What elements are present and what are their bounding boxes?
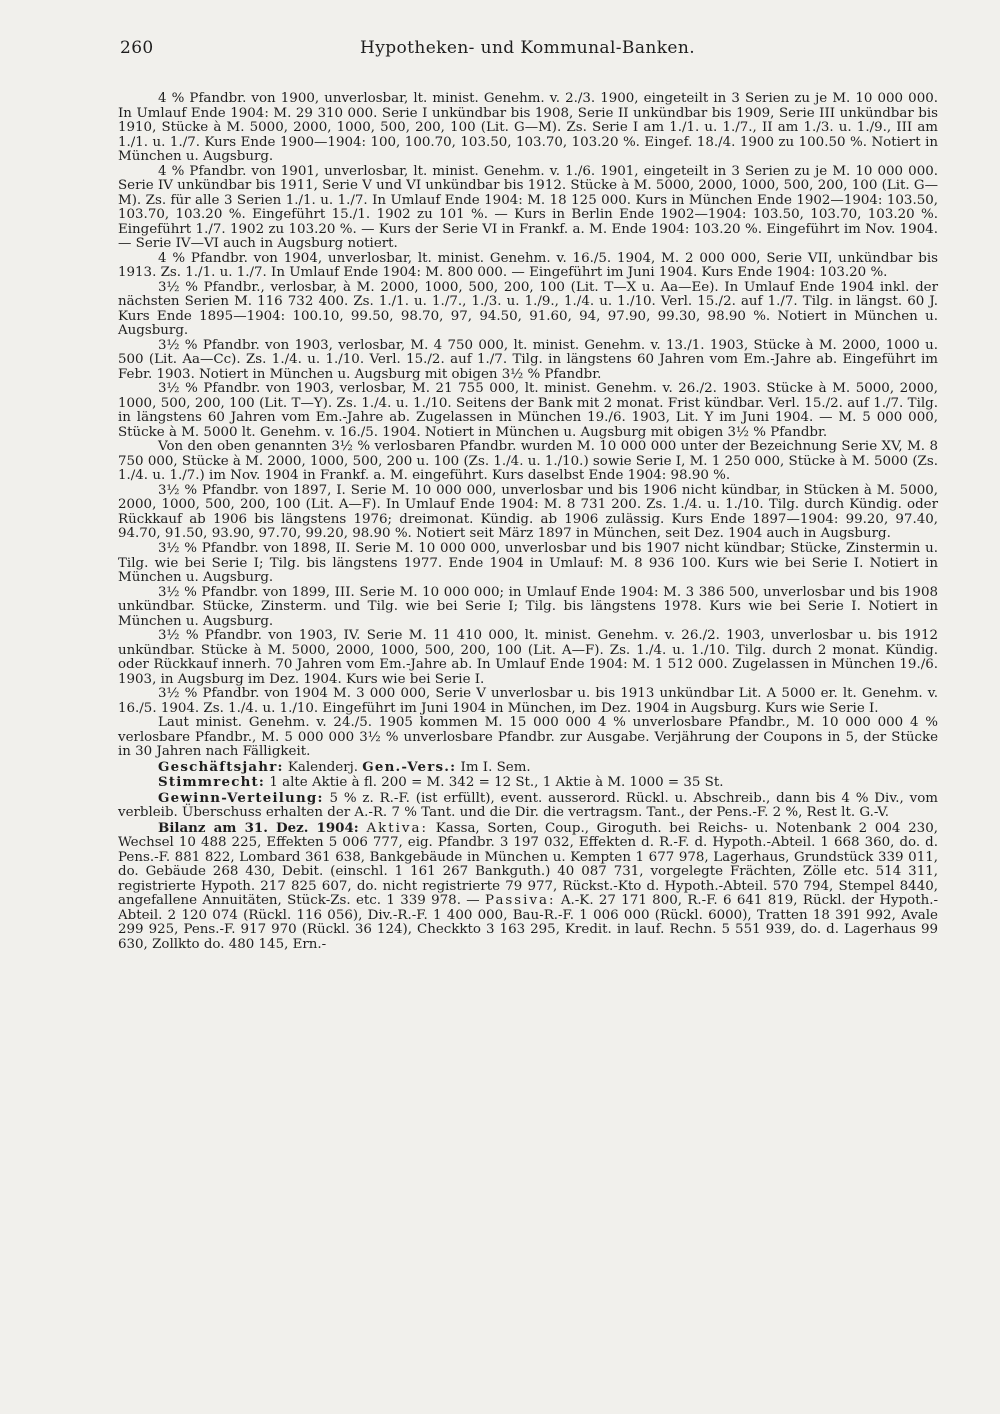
field-label: Gewinn-Verteilung: <box>158 789 324 806</box>
paragraph: 3½ % Pfandbr. von 1897, I. Serie M. 10 000 000, unverlosbar und bis 1906 nicht kündbar, in Stücken à M. 5000, 2000, 1000, 500, 200, 100 (Lit. A—F). In Umlauf Ende 1904: M. 8 731 200. Zs. 1./4. u. 1./10. Tilg. durch Kündig. oder Rückkauf ab 1906 bis längstens 1976; dreimonat. Kündig. ab 1906 zulässig. Kurs Ende 1897—1904: 99.20, 97.40, 94.70, 91.50, 93.90, 97.70, 99.20, 98.90 %. Notiert seit März 1897 in München, seit Dez. 1904 auch in Augsburg. <box>118 482 938 542</box>
paragraph: 4 % Pfandbr. von 1904, unverlosbar, lt. minist. Genehm. v. 16./5. 1904, M. 2 000 000, Serie VII, unkündbar bis 1913. Zs. 1./1. u. 1./7. In Umlauf Ende 1904: M. 800 000. — Eingeführt im Juni 1904. Kurs Ende 1904: 103.20 %. <box>118 250 938 281</box>
paragraph: Laut minist. Genehm. v. 24./5. 1905 kommen M. 15 000 000 4 % unverlosbare Pfandbr., M. 10 000 000 4 % verlosbare Pfandbr., M. 5 000 000 3½ % unverlosbare Pfandbr. zur Ausgabe. Verjährung der Coupons in 5, der Stücke in 30 Jahren nach Fälligkeit. <box>118 715 938 760</box>
field-value: Kalenderj. <box>287 759 358 775</box>
aktiva-text: Kassa, Sorten, Coup., Giroguth. bei Reichs- u. Notenbank 2 004 230, Wechsel 10 488 225, Effekten 5 006 777, eig. Pfandbr. 3 197 032, Effekten d. R.-F. d. Hypoth.-Abteil. 1 668 360, do. d. Pens.-F. 881 822, Lombard 361 638, Bankgebäude in München u. Kempten 1 677 978, Lagerhaus, Grundstück 339 011, do. Gebäude 268 430, Debit. (einschl. 1 161 267 Bankguth.) 40 087 731, vorgelegte Frächten, Zölle etc. 514 311, registrierte Hypoth. 217 825 607, do. nicht registrierte 79 977, Rückst.-Kto d. Hypoth.-Abteil. 570 794, Stempel 8440, angefallene Annuitäten, Stück-Zs. etc. 1 339 978. — <box>118 820 938 909</box>
paragraph: 3½ % Pfandbr., verlosbar, à M. 2000, 1000, 500, 200, 100 (Lit. T—X u. Aa—Ee). In Umlauf Ende 1904 inkl. der nächsten Serien M. 116 732 400. Zs. 1./1. u. 1./7., 1./3. u. 1./9., 1./4. u. 1./10. Verl. 15./2. auf 1./7. Tilg. in längst. 60 J. Kurs Ende 1895—1904: 100.10, 99.50, 98.70, 97, 94.50, 91.60, 94, 97.90, 99.30, 98.90 %. Notiert in München u. Augsburg. <box>118 279 938 339</box>
page-number: 260 <box>120 38 154 58</box>
field-value: Im I. Sem. <box>460 759 531 775</box>
paragraph: 3½ % Pfandbr. von 1903, IV. Serie M. 11 410 000, lt. minist. Genehm. v. 26./2. 1903, unverlosbar u. bis 1912 unkündbar. Stücke à M. 5000, 2000, 1000, 500, 200, 100 (Lit. A—F). Zs. 1./4. u. 1./10. Tilg. durch 2 monat. Kündig. oder Rückkauf innerh. 70 Jahren vom Em.-Jahre ab. In Umlauf Ende 1904: M. 1 512 000. Zugelassen in München 19./6. 1903, in Augsburg im Dez. 1904. Kurs wie bei Serie I. <box>118 628 938 687</box>
paragraph: 3½ % Pfandbr. von 1903, verlosbar, M. 21 755 000, lt. minist. Genehm. v. 26./2. 1903. Stücke à M. 5000, 2000, 1000, 500, 200, 100 (Lit. T—Y). Zs. 1./4. u. 1./10. Seitens der Bank mit 2 monat. Frist kündbar. Verl. 15./2. auf 1./7. Tilg. in längstens 60 Jahren vom Em.-Jahre ab. Zugelassen in München 19./6. 1903, Lit. Y im Juni 1904. — M. 5 000 000, Stücke à M. 5000 lt. Genehm. v. 16./5. 1904. Notiert in München u. Augsburg mit obigen 3½ % Pfandbr. <box>118 381 938 440</box>
aktiva-label: Aktiva: <box>366 820 428 836</box>
paragraph: 3½ % Pfandbr. von 1899, III. Serie M. 10 000 000; in Umlauf Ende 1904: M. 3 386 500, unverlosbar und bis 1908 unkündbar. Stücke, Zinsterm. und Tilg. wie bei Serie I; Tilg. bis längstens 1978. Kurs wie bei Serie I. Notiert in München u. Augsburg. <box>118 584 938 629</box>
paragraph: 4 % Pfandbr. von 1900, unverlosbar, lt. minist. Genehm. v. 2./3. 1900, eingeteilt in 3 Serien zu je M. 10 000 000. In Umlauf Ende 1904: M. 29 310 000. Serie I unkündbar bis 1908, Serie II unkündbar bis 1909, Serie III unkündbar bis 1910, Stücke à M. 5000, 2000, 1000, 500, 200, 100 (Lit. G—M). Zs. Serie I am 1./1. u. 1./7., II am 1./3. u. 1./9., III am 1./1. u. 1./7. Kurs Ende 1900—1904: 100, 100.70, 103.50, 103.70, 103.20 %. Eingef. 18./4. 1900 zu 100.50 %. Notiert in München u. Augsburg. <box>118 91 938 165</box>
balance-label: Bilanz am 31. Dez. 1904: <box>158 819 359 836</box>
field-label: Stimmrecht: <box>158 774 266 791</box>
passiva-text: A.-K. 27 171 800, R.-F. 6 641 819, Rückl. der Hypoth.-Abteil. 2 120 074 (Rückl. 116 056), Div.-R.-F. 1 400 000, Bau-R.-F. 1 006 000 (Rückl. 6000), Tratten 18 391 992, Avale 299 925, Pens.-F. 917 970 (Rückl. 36 124), Checkkto 3 163 295, Kredit. in lauf. Rechn. 5 551 939, do. d. Lagerhaus 99 630, Zollkto do. 480 145, Ern.- <box>118 893 938 952</box>
paragraph: 3½ % Pfandbr. von 1904 M. 3 000 000, Serie V unverlosbar u. bis 1913 unkündbar Lit. A 5000 er. lt. Genehm. v. 16./5. 1904. Zs. 1./4. u. 1./10. Eingeführt im Juni 1904 in München, im Dez. 1904 in Augsburg. Kurs wie Serie I. <box>118 686 938 716</box>
paragraph: 4 % Pfandbr. von 1901, unverlosbar, lt. minist. Genehm. v. 1./6. 1901, eingeteilt in 3 Serien zu je M. 10 000 000. Serie IV unkündbar bis 1911, Serie V und VI unkündbar bis 1912. Stücke à M. 5000, 2000, 1000, 500, 200, 100 (Lit. G—M). Zs. für alle 3 Serien 1./1. u. 1./7. In Umlauf Ende 1904: M. 18 125 000. Kurs in München Ende 1902—1904: 103.50, 103.70, 103.20 %. Eingeführt 15./1. 1902 zu 101 %. — Kurs in Berlin Ende 1902—1904: 103.50, 103.70, 103.20 %. Eingeführt 1./7. 1902 zu 103.20 %. — Kurs der Serie VI in Frankf. a. M. Ende 1904: 103.20 %. Eingeführt im Nov. 1904. — Serie IV—VI auch in Augsburg notiert. <box>118 163 938 252</box>
page-body <box>118 92 938 952</box>
passiva-label: Passiva: <box>485 893 556 909</box>
paragraph: 3½ % Pfandbr. von 1898, II. Serie M. 10 000 000, unverlosbar und bis 1907 nicht kündbar; Stücke, Zinstermin u. Tilg. wie bei Serie I; Tilg. bis längstens 1977. Ende 1904 in Umlauf: M. 8 936 100. Kurs wie bei Serie I. Notiert in München u. Augsburg. <box>118 540 938 586</box>
field-label: Geschäftsjahr: <box>158 758 284 775</box>
field-geschaeftsjahr <box>118 760 938 776</box>
balance-sheet <box>118 821 938 953</box>
paragraph: Von den oben genannten 3½ % verlosbaren Pfandbr. wurden M. 10 000 000 unter der Bezeichnung Serie XV, M. 8 750 000, Stücke à M. 2000, 1000, 500, 200 u. 100 (Zs. 1./4. u. 1./10.) sowie Serie I, M. 1 250 000, Stücke à M. 5000 (Zs. 1./4. u. 1./7.) im Nov. 1904 in Frankf. a. M. eingeführt. Kurs daselbst Ende 1904: 98.90 %. <box>118 439 938 484</box>
field-value: 1 alte Aktie à fl. 200 = M. 342 = 12 St., 1 Aktie à M. 1000 = 35 St. <box>269 775 724 791</box>
field-value: 5 % z. R.-F. (ist erfüllt), event. ausserord. Rückl. u. Abschreib., dann bis 4 % Div., vom verbleib. Überschuss erhalten der A.-R. 7 % Tant. und die Dir. die vertragsm. Tant., der Pens.-F. 2 %, Rest lt. G.-V. <box>118 790 938 821</box>
field-label: Gen.-Vers.: <box>362 758 457 775</box>
running-title: Hypotheken- und Kommunal-Banken. <box>359 38 696 58</box>
field-gewinn-verteilung <box>118 791 938 821</box>
paragraph: 3½ % Pfandbr. von 1903, verlosbar, M. 4 750 000, lt. minist. Genehm. v. 13./1. 1903, Stücke à M. 2000, 1000 u. 500 (Lit. Aa—Cc). Zs. 1./4. u. 1./10. Verl. 15./2. auf 1./7. Tilg. in längstens 60 Jahren vom Em.-Jahre ab. Eingeführt im Febr. 1903. Notiert in München u. Augsburg mit obigen 3½ % Pfandbr. <box>118 337 938 382</box>
field-stimmrecht <box>118 775 938 791</box>
